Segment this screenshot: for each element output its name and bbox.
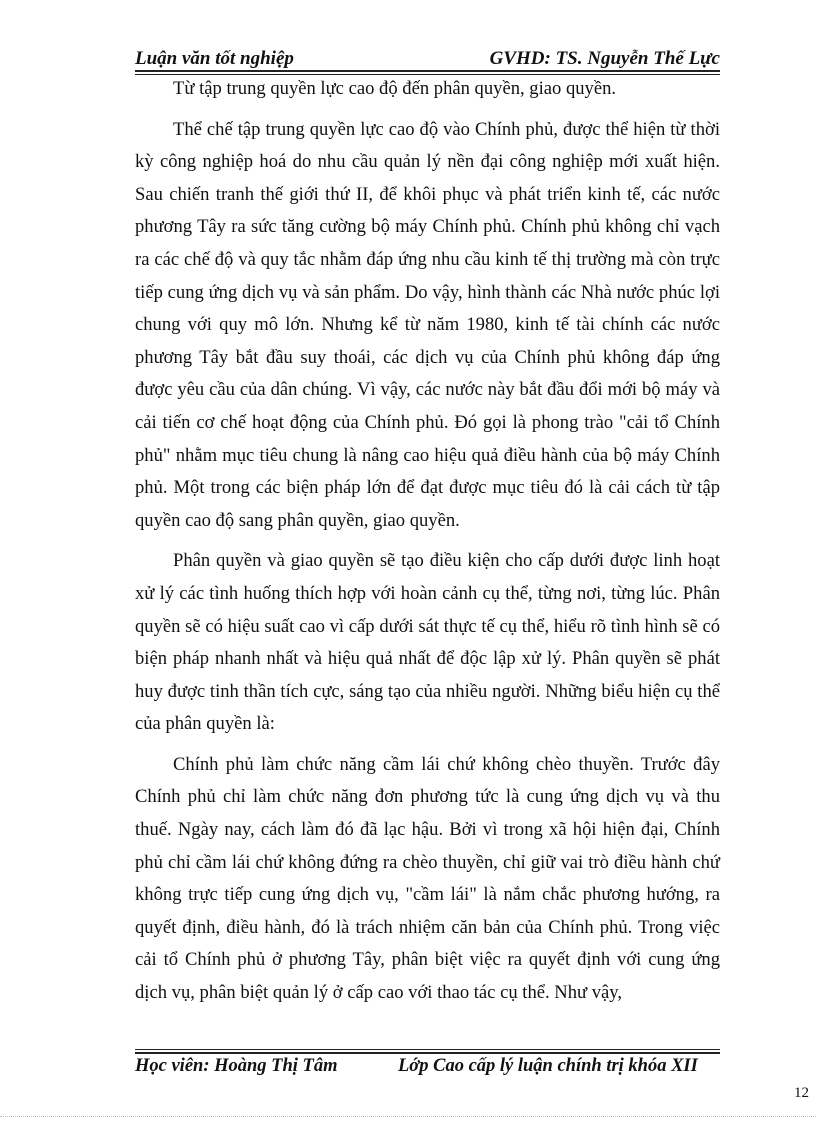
paragraph-3: Phân quyền và giao quyền sẽ tạo điều kiện cho cấp dưới được linh hoạt xử lý các tình huống thích hợp với hoàn cảnh cụ thể, từng nơi, từng lúc. Phân quyền sẽ có hiệu suất cao vì cấp dưới sát thực tế cụ thể, hiểu rõ tình hình sẽ có biện pháp nhanh nhất và hiệu quả nhất để độc lập xử lý. Phân quyền sẽ phát huy được tinh thần tích cực, sáng tạo của nhiều người. Những biểu hiện cụ thể của phân quyền là: xyxy=(135,550,720,735)
paragraph-4: Chính phủ làm chức năng cầm lái chứ không chèo thuyền. Trước đây Chính phủ chỉ làm chức năng đơn phương tức là cung ứng dịch vụ và thu thuế. Ngày nay, cách làm đó đã lạc hậu. Bởi vì trong xã hội hiện đại, Chính phủ chỉ cầm lái chứ không đứng ra chèo thuyền, chỉ giữ vai trò điều hành chứ không trực tiếp cung ứng dịch vụ, "cầm lái" là nắm chắc phương hướng, ra quyết định, điều hành, đó là trách nhiệm căn bản của Chính phủ. Trong việc cải tổ Chính phủ ở phương Tây, phân biệt việc ra quyết định với cung ứng dịch vụ, phân biệt quản lý ở cấp cao với thao tác cụ thể. Như vậy, xyxy=(135,753,720,1004)
header-supervisor: GVHD: TS. Nguyễn Thế Lực xyxy=(489,48,720,69)
paragraph-2: Thể chế tập trung quyền lực cao độ vào Chính phủ, được thể hiện từ thời kỳ công nghiệp hoá do nhu cầu quản lý nền đại công nghiệp mới xuất hiện. Sau chiến tranh thế giới thứ II, để khôi phục và phát triển kinh tế, các nước phương Tây ra sức tăng cường bộ máy Chính phủ. Chính phủ không chỉ vạch ra các chế độ và quy tắc nhằm đáp ứng nhu cầu kinh tế thị trường mà còn trực tiếp cung ứng dịch vụ và sản phẩm. Do vậy, hình thành các Nhà nước phúc lợi chung với quy mô lớn. Nhưng kể từ năm 1980, kinh tế tài chính các nước phương Tây bắt đầu suy thoái, các dịch vụ của Chính phủ không đáp ứng được yêu cầu của dân chúng. Vì vậy, các nước này bắt đầu đổi mới bộ máy và cải tiến cơ chế hoạt động của Chính phủ. Đó gọi là phong trào "cải tổ Chính phủ" nhằm mục tiêu chung là nâng cao hiệu quả điều hành của bộ máy Chính phủ. Một trong các biện pháp lớn để đạt được mục tiêu đó là cải cách từ tập quyền cao độ sang phân quyền, giao quyền. xyxy=(135,118,720,531)
footer-class: Lớp Cao cấp lý luận chính trị khóa XII xyxy=(398,1056,698,1076)
page-bottom-divider xyxy=(0,1116,816,1117)
footer-student: Học viên: Hoàng Thị Tâm xyxy=(135,1056,338,1076)
header-rule xyxy=(135,70,720,72)
page-number: 12 xyxy=(794,1085,809,1101)
footer-rule-thin xyxy=(135,1049,720,1050)
page-body xyxy=(135,73,720,1018)
header-thesis-title: Luận văn tốt nghiệp xyxy=(135,48,294,69)
page-footer xyxy=(135,1056,720,1080)
paragraph-1: Từ tập trung quyền lực cao độ đến phân quyền, giao quyền. xyxy=(173,78,617,99)
page-header xyxy=(135,48,720,70)
footer-rule xyxy=(135,1052,720,1054)
